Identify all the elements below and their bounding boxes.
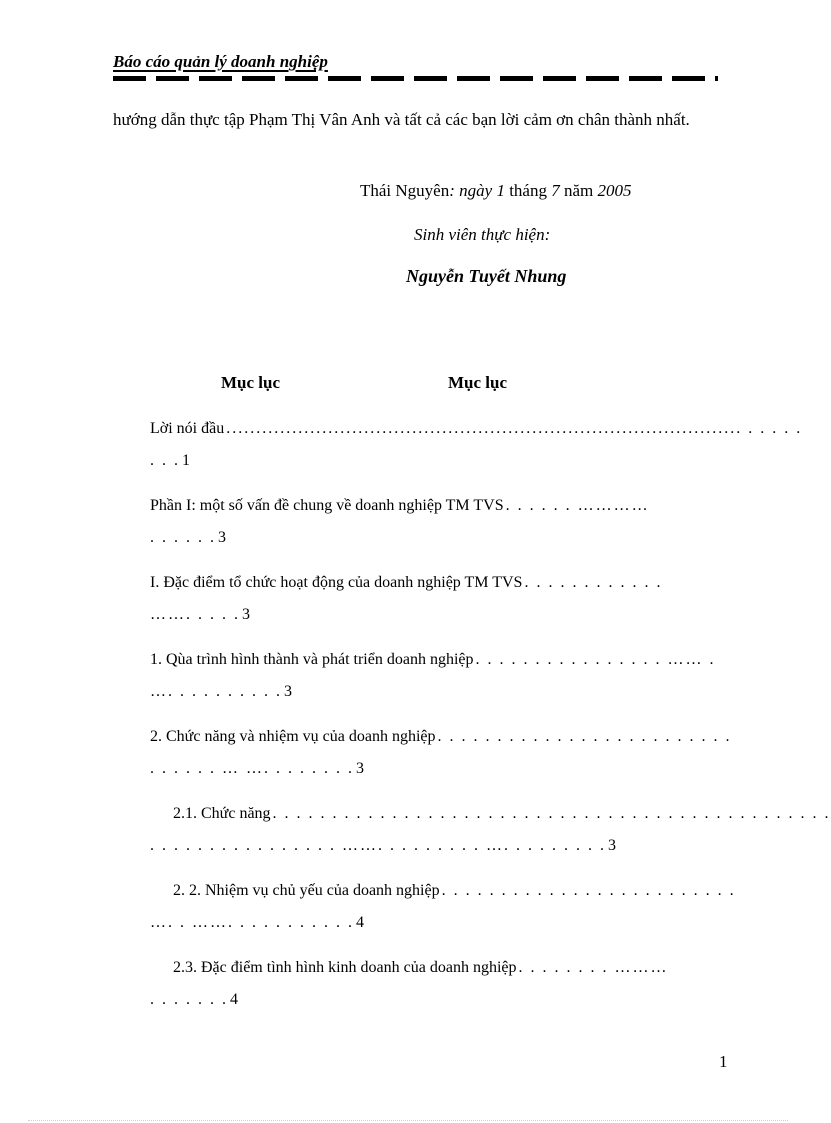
toc-leader: . . . . . . …………	[505, 497, 650, 514]
toc-page-number: 4	[356, 914, 364, 931]
toc-entry-text: 2. 2. Nhiệm vụ chủ yếu của doanh nghiệp	[173, 882, 440, 899]
toc-page-number: 3	[242, 606, 250, 623]
toc-page-number: 3	[356, 760, 364, 777]
toc-entry	[150, 570, 718, 647]
signature-year: 2005	[597, 181, 632, 200]
toc-leader: . . . . . . .	[150, 991, 228, 1008]
toc-leader: …. . ……. . . . . . . . . . .	[150, 914, 354, 931]
toc-page-number: 1	[182, 452, 190, 469]
toc-page-number: 4	[230, 991, 238, 1008]
table-of-contents	[150, 416, 831, 1032]
toc-title-left: Mục lục	[221, 373, 281, 392]
header-rule	[113, 76, 718, 81]
toc-entry	[150, 416, 803, 493]
toc-leader: . . . . . . . . . . . .	[524, 574, 663, 591]
page-number: 1	[719, 1052, 728, 1071]
toc-leader: . . . . . . . . . . . . . . . . . . . . . . . . .	[437, 728, 732, 745]
signature-date	[360, 181, 632, 201]
toc-entry	[150, 955, 718, 1032]
toc-leader: ……. . . . .	[150, 606, 240, 623]
toc-entry-text: 1. Qùa trình hình thành và phát triển doanh nghiệp	[150, 651, 474, 668]
toc-entry	[150, 878, 736, 955]
page-bottom-border	[28, 1120, 788, 1122]
toc-leader: . . . . . .	[150, 529, 216, 546]
signature-date-prefix: : ngày	[449, 181, 497, 200]
signature-day: 1	[496, 181, 505, 200]
toc-leader: . . .	[150, 452, 180, 469]
signature-name: Nguyễn Tuyết Nhung	[406, 266, 567, 286]
signature-month-label: tháng	[504, 181, 552, 200]
toc-leader: . . . . . . . . . . . . . . . . …… .	[475, 651, 716, 668]
body-paragraph: hướng dẫn thực tập Phạm Thị Vân Anh và tất cả các bạn lời cảm ơn chân thành nhất.	[113, 110, 690, 129]
toc-entry-text: I. Đặc điểm tổ chức hoạt động của doanh nghiệp TM TVS	[150, 574, 523, 591]
toc-leader: . . . . . . . . . . . . . . . . ……. . . . . . . . . …. . . . . . . . .	[150, 837, 606, 854]
toc-leader: . . . . . . … …. . . . . . . .	[150, 760, 354, 777]
signature-year-label: năm	[559, 181, 598, 200]
toc-title-right: Mục lục	[448, 373, 508, 392]
toc-entry-text: Lời nói đầu	[150, 420, 225, 437]
toc-leader: . . . . . . . . . . . . . . . . . . . . . . . . .	[441, 882, 736, 899]
toc-leader: . . . . . . . . ………	[518, 959, 669, 976]
signature-place: Thái Nguyên	[360, 181, 450, 200]
toc-page-number: 3	[608, 837, 616, 854]
toc-leader: ...................................................................................... . . . . .	[226, 420, 803, 437]
signature-month: 7	[551, 181, 560, 200]
toc-leader: …. . . . . . . . . .	[150, 683, 282, 700]
toc-page-number: 3	[218, 529, 226, 546]
toc-entry	[150, 801, 831, 878]
header-title: Báo cáo quản lý doanh nghiệp	[113, 52, 334, 72]
toc-entry	[150, 647, 718, 724]
toc-entry-text: 2. Chức năng và nhiệm vụ của doanh nghiệp	[150, 728, 436, 745]
toc-entry-text: 2.3. Đặc điểm tình hình kinh doanh của doanh nghiệp	[173, 959, 517, 976]
toc-entry	[150, 724, 732, 801]
page-header	[113, 52, 718, 82]
toc-page-number: 3	[284, 683, 292, 700]
toc-entry	[150, 493, 718, 570]
toc-entry-text: 2.1. Chức năng	[173, 805, 271, 822]
signature-role: Sinh viên thực hiện:	[414, 225, 551, 244]
toc-entry-text: Phần I: một số vấn đề chung về doanh nghiệp TM TVS	[150, 497, 504, 514]
toc-leader: . . . . . . . . . . . . . . . . . . . . . . . . . . . . . . . . . . . . . . . . . . . . . . .	[272, 805, 831, 822]
